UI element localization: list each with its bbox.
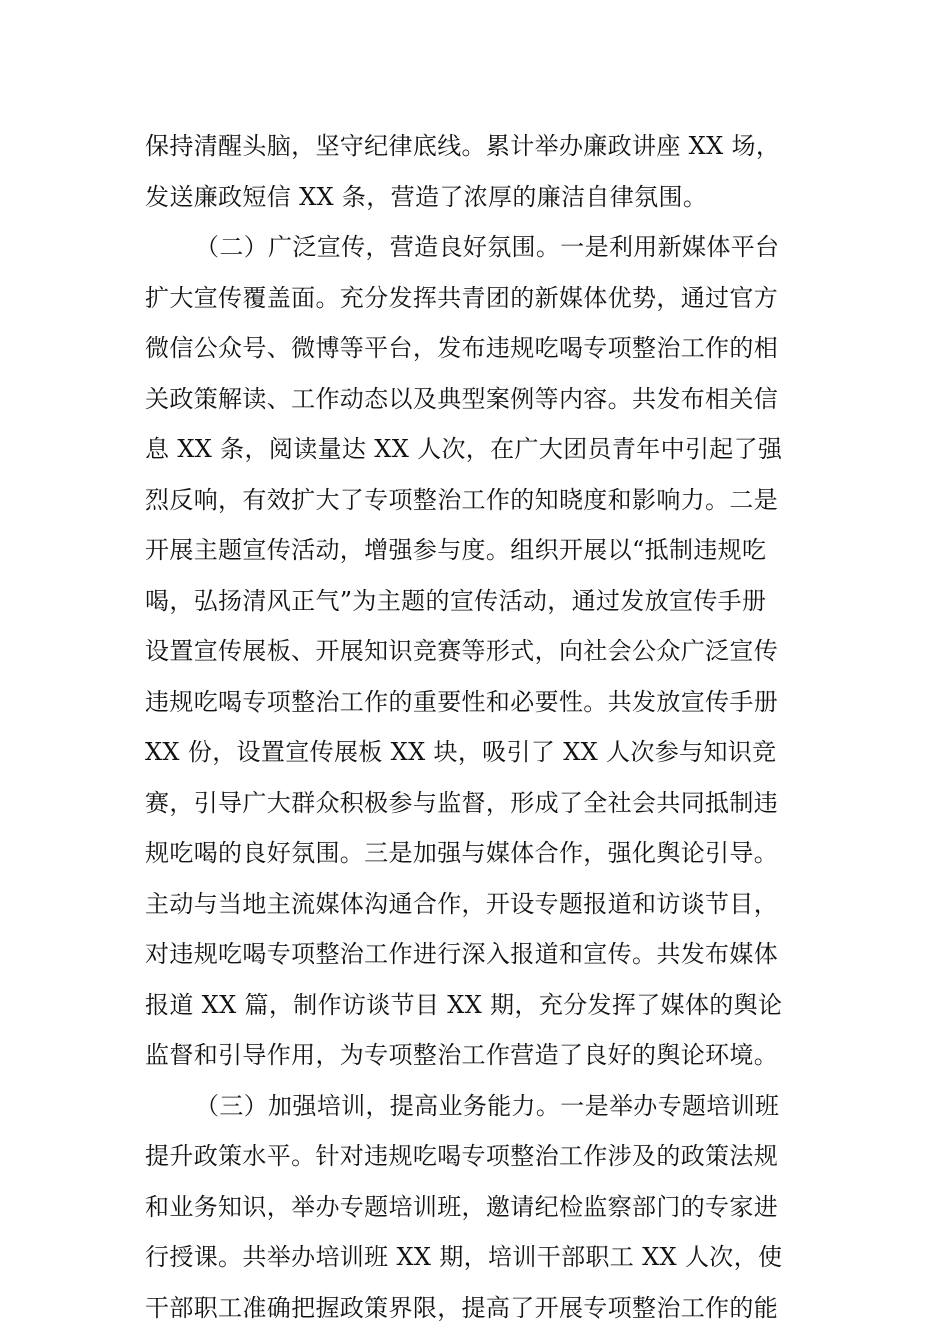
text-line: 关政策解读、工作动态以及典型案例等内容。共发布相关信: [145, 384, 779, 413]
text-line: 规吃喝的良好氛围。三是加强与媒体合作，强化舆论引导。: [145, 839, 779, 867]
text-line: XX 份，设置宣传展板 XX 块，吸引了 XX 人次参与知识竞: [145, 738, 777, 766]
text-line: 和业务知识，举办专题培训班，邀请纪检监察部门的专家进: [145, 1192, 779, 1221]
text-line: 监督和引导作用，为专项整治工作营造了良好的舆论环境。: [145, 1041, 779, 1069]
text-line: 赛，引导广大群众积极参与监督，形成了全社会共同抵制违: [145, 788, 779, 817]
text-line: 行授课。共举办培训班 XX 期，培训干部职工 XX 人次，使: [145, 1243, 783, 1271]
text-line: 喝，弘扬清风正气”为主题的宣传活动，通过发放宣传手册: [145, 586, 767, 615]
text-line: 干部职工准确把握政策界限，提高了开展专项整治工作的能: [145, 1293, 779, 1322]
text-line: 息 XX 条，阅读量达 XX 人次，在广大团员青年中引起了强: [145, 435, 783, 463]
text-line: 保持清醒头脑，坚守纪律底线。累计举办廉政讲座 XX 场，: [145, 132, 781, 160]
text-line: 烈反响，有效扩大了专项整治工作的知晓度和影响力。二是: [145, 485, 779, 514]
text-line: 对违规吃喝专项整治工作进行深入报道和宣传。共发布媒体: [145, 940, 779, 968]
text-line: 提升政策水平。针对违规吃喝专项整治工作涉及的政策法规: [145, 1142, 779, 1170]
text-line: 开展主题宣传活动，增强参与度。组织开展以“抵制违规吃: [145, 536, 767, 564]
text-line: 报道 XX 篇，制作访谈节目 XX 期，充分发挥了媒体的舆论: [145, 990, 783, 1019]
text-line: 发送廉政短信 XX 条，营造了浓厚的廉洁自律氛围。: [145, 182, 708, 211]
text-line: 主动与当地主流媒体沟通合作，开设专题报道和访谈节目，: [145, 889, 779, 918]
text-line: 违规吃喝专项整治工作的重要性和必要性。共发放宣传手册: [145, 687, 779, 716]
document-body: [145, 121, 807, 1333]
section-heading-line: （二）广泛宣传，营造良好氛围。一是利用新媒体平台: [195, 233, 780, 261]
section-heading-line: （三）加强培训，提高业务能力。一是举办专题培训班: [195, 1091, 780, 1120]
text-line: 微信公众号、微博等平台，发布违规吃喝专项整治工作的相: [145, 334, 779, 362]
text-line: 设置宣传展板、开展知识竞赛等形式，向社会公众广泛宣传: [145, 637, 779, 665]
text-line: 扩大宣传覆盖面。充分发挥共青团的新媒体优势，通过官方: [145, 283, 779, 312]
